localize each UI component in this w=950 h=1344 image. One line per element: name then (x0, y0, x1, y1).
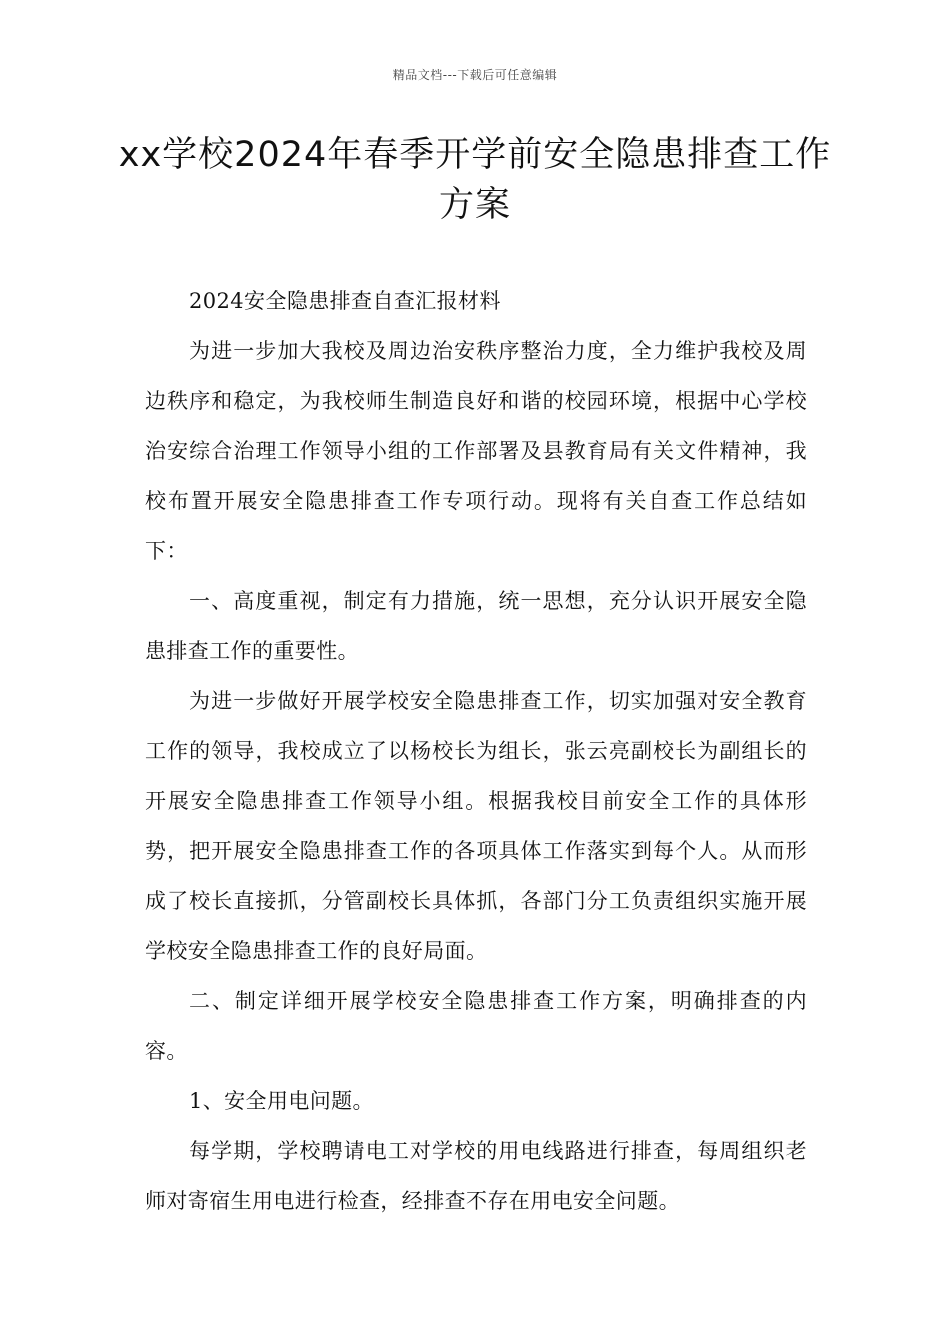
document-title: xx学校2024年春季开学前安全隐患排查工作方案 (118, 135, 832, 225)
header-note: 精品文档---下载后可任意编辑 (392, 68, 558, 82)
paragraph-subtitle: 2024安全隐患排查自查汇报材料 (189, 289, 501, 313)
paragraph-item-1-body: 每学期，学校聘请电工对学校的用电线路进行排查，每周组织老师对寄宿生用电进行检查，经排查不存在用电安全问题。 (145, 1139, 807, 1213)
document-body (145, 276, 807, 1226)
paragraph-section-1-heading: 一、高度重视，制定有力措施，统一思想，充分认识开展安全隐患排查工作的重要性。 (145, 589, 807, 663)
paragraph-section-1-body: 为进一步做好开展学校安全隐患排查工作，切实加强对安全教育工作的领导，我校成立了以杨校长为组长，张云亮副校长为副组长的开展安全隐患排查工作领导小组。根据我校目前安全工作的具体形势，把开展安全隐患排查工作的各项具体工作落实到每个人。从而形成了校长直接抓，分管副校长具体抓，各部门分工负责组织实施开展学校安全隐患排查工作的良好局面。 (145, 689, 807, 963)
paragraph-intro: 为进一步加大我校及周边治安秩序整治力度，全力维护我校及周边秩序和稳定，为我校师生制造良好和谐的校园环境，根据中心学校治安综合治理工作领导小组的工作部署及县教育局有关文件精神，我校布置开展安全隐患排查工作专项行动。现将有关自查工作总结如下： (145, 339, 807, 563)
paragraph-section-2-heading: 二、制定详细开展学校安全隐患排查工作方案，明确排查的内容。 (145, 989, 807, 1063)
paragraph-item-1-heading: 1、安全用电问题。 (189, 1089, 374, 1113)
